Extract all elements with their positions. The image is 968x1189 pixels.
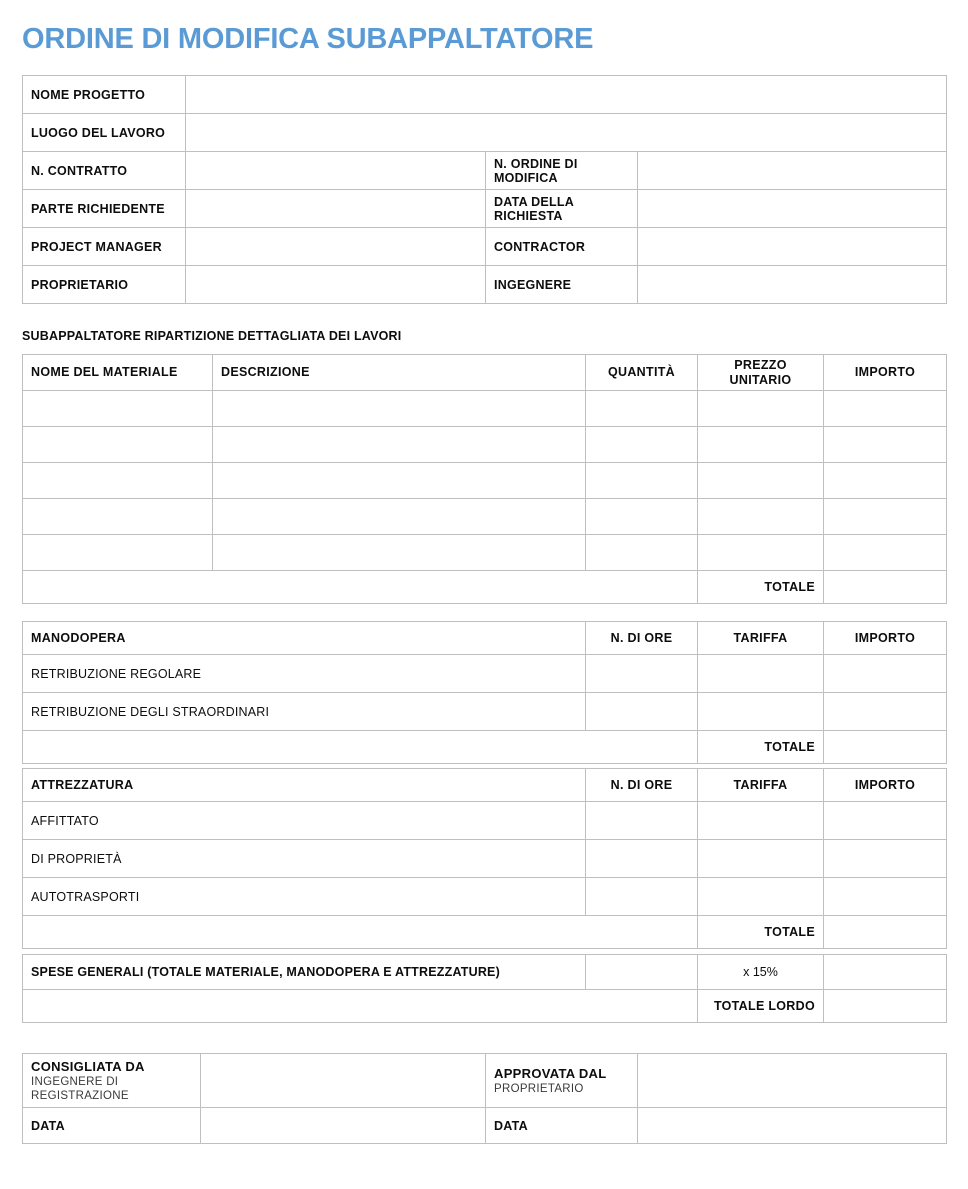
materials-total-value[interactable] (824, 571, 947, 604)
equipment-total-value[interactable] (824, 916, 947, 949)
col-importo: IMPORTO (824, 769, 947, 802)
project-info-table (22, 75, 947, 304)
field-parte-richiedente[interactable] (186, 190, 486, 228)
cell-unit-price[interactable] (698, 463, 824, 499)
table-header-row (23, 622, 947, 655)
label-n-ordine-di-modifica: N. ORDINE DI MODIFICA (486, 152, 638, 190)
label-luogo-del-lavoro: LUOGO DEL LAVORO (23, 114, 186, 152)
cell-amount[interactable] (824, 693, 947, 731)
cell-rate[interactable] (698, 693, 824, 731)
table-header-row (23, 769, 947, 802)
label-parte-richiedente: PARTE RICHIEDENTE (23, 190, 186, 228)
overhead-label: SPESE GENERALI (TOTALE MATERIALE, MANODOPERA E ATTREZZATURE) (23, 955, 586, 990)
col-descrizione: DESCRIZIONE (213, 355, 586, 391)
labor-table (22, 621, 947, 764)
cell-quantity[interactable] (586, 391, 698, 427)
cell-amount[interactable] (824, 878, 947, 916)
col-n-di-ore: N. DI ORE (586, 769, 698, 802)
field-n-contratto[interactable] (186, 152, 486, 190)
field-approvata-dal[interactable] (638, 1054, 947, 1108)
spacer-cell (23, 731, 698, 764)
col-importo: IMPORTO (824, 355, 947, 391)
label-retribuzione-straordinari: RETRIBUZIONE DEGLI STRAORDINARI (23, 693, 586, 731)
col-prezzo-unitario: PREZZO UNITARIO (698, 355, 824, 391)
equipment-table (22, 768, 947, 949)
label-n-contratto: N. CONTRATTO (23, 152, 186, 190)
table-row (23, 1108, 947, 1144)
overhead-amount[interactable] (824, 955, 947, 990)
equipment-total-label: TOTALE (698, 916, 824, 949)
cell-rate[interactable] (698, 878, 824, 916)
equipment-section-header: ATTREZZATURA (23, 769, 586, 802)
table-header-row (23, 355, 947, 391)
cell-description[interactable] (213, 499, 586, 535)
table-row (23, 878, 947, 916)
cell-material[interactable] (23, 391, 213, 427)
materials-total-label: TOTALE (698, 571, 824, 604)
cell-description[interactable] (213, 535, 586, 571)
cell-hours[interactable] (586, 878, 698, 916)
cell-material[interactable] (23, 463, 213, 499)
cell-material[interactable] (23, 427, 213, 463)
spacer-cell (23, 990, 698, 1023)
cell-amount[interactable] (824, 499, 947, 535)
cell-unit-price[interactable] (698, 535, 824, 571)
cell-rate[interactable] (698, 802, 824, 840)
field-data-left[interactable] (201, 1108, 486, 1144)
approved-main-label: APPROVATA DAL (494, 1065, 607, 1081)
cell-amount[interactable] (824, 535, 947, 571)
cell-description[interactable] (213, 427, 586, 463)
cell-material[interactable] (23, 535, 213, 571)
labor-section-header: MANODOPERA (23, 622, 586, 655)
col-tariffa: TARIFFA (698, 769, 824, 802)
cell-amount[interactable] (824, 427, 947, 463)
table-row (23, 228, 947, 266)
col-tariffa: TARIFFA (698, 622, 824, 655)
label-retribuzione-regolare: RETRIBUZIONE REGOLARE (23, 655, 586, 693)
label-data-right: DATA (486, 1108, 638, 1144)
table-row (23, 655, 947, 693)
recommended-main-label: CONSIGLIATA DA (31, 1058, 145, 1074)
label-data-della-richiesta: DATA DELLA RICHIESTA (486, 190, 638, 228)
cell-hours[interactable] (586, 840, 698, 878)
table-row (23, 499, 947, 535)
table-row (23, 693, 947, 731)
cell-quantity[interactable] (586, 463, 698, 499)
cell-amount[interactable] (824, 391, 947, 427)
cell-unit-price[interactable] (698, 499, 824, 535)
label-nome-progetto: NOME PROGETTO (23, 76, 186, 114)
label-contractor: CONTRACTOR (486, 228, 638, 266)
col-n-di-ore: N. DI ORE (586, 622, 698, 655)
label-di-proprieta: DI PROPRIETÀ (23, 840, 586, 878)
overhead-table (22, 954, 947, 1023)
table-row (23, 427, 947, 463)
cell-quantity[interactable] (586, 499, 698, 535)
cell-hours[interactable] (586, 693, 698, 731)
materials-total-row (23, 571, 947, 604)
cell-amount[interactable] (824, 802, 947, 840)
table-row (23, 266, 947, 304)
cell-quantity[interactable] (586, 427, 698, 463)
table-row (23, 391, 947, 427)
signature-table (22, 1053, 947, 1144)
labor-total-value[interactable] (824, 731, 947, 764)
overhead-percent[interactable]: x 15% (698, 955, 824, 990)
label-approvata-dal (486, 1054, 638, 1108)
table-row (23, 1054, 947, 1108)
cell-amount[interactable] (824, 655, 947, 693)
field-nome-progetto[interactable] (186, 76, 947, 114)
field-contractor[interactable] (638, 228, 947, 266)
label-autotrasporti: AUTOTRASPORTI (23, 878, 586, 916)
spacer-cell (23, 571, 698, 604)
spacer-cell (23, 916, 698, 949)
overhead-row (23, 955, 947, 990)
field-project-manager[interactable] (186, 228, 486, 266)
field-ingegnere[interactable] (638, 266, 947, 304)
col-importo: IMPORTO (824, 622, 947, 655)
field-n-ordine-di-modifica[interactable] (638, 152, 947, 190)
label-proprietario: PROPRIETARIO (23, 266, 186, 304)
overhead-spacer (586, 955, 698, 990)
cell-description[interactable] (213, 463, 586, 499)
cell-hours[interactable] (586, 655, 698, 693)
cell-description[interactable] (213, 391, 586, 427)
cell-unit-price[interactable] (698, 391, 824, 427)
col-quantita: QUANTITÀ (586, 355, 698, 391)
label-project-manager: PROJECT MANAGER (23, 228, 186, 266)
table-row (23, 840, 947, 878)
field-proprietario[interactable] (186, 266, 486, 304)
breakdown-caption: SUBAPPALTATORE RIPARTIZIONE DETTAGLIATA DEI LAVORI (22, 329, 402, 343)
gross-total-value[interactable] (824, 990, 947, 1023)
table-row (23, 535, 947, 571)
recommended-sub-label: INGEGNERE DI REGISTRAZIONE (31, 1075, 129, 1102)
label-data-left: DATA (23, 1108, 201, 1144)
cell-rate[interactable] (698, 840, 824, 878)
page-title: ORDINE DI MODIFICA SUBAPPALTATORE (22, 23, 594, 55)
label-ingegnere: INGEGNERE (486, 266, 638, 304)
table-row (23, 76, 947, 114)
cell-rate[interactable] (698, 655, 824, 693)
cell-material[interactable] (23, 499, 213, 535)
labor-total-label: TOTALE (698, 731, 824, 764)
field-consigliata-da[interactable] (201, 1054, 486, 1108)
cell-amount[interactable] (824, 463, 947, 499)
gross-total-label: TOTALE LORDO (698, 990, 824, 1023)
equipment-total-row (23, 916, 947, 949)
cell-hours[interactable] (586, 802, 698, 840)
cell-amount[interactable] (824, 840, 947, 878)
table-row (23, 463, 947, 499)
field-luogo-del-lavoro[interactable] (186, 114, 947, 152)
cell-unit-price[interactable] (698, 427, 824, 463)
field-data-della-richiesta[interactable] (638, 190, 947, 228)
approved-sub-label: PROPRIETARIO (494, 1082, 584, 1095)
cell-quantity[interactable] (586, 535, 698, 571)
table-row (23, 114, 947, 152)
table-row (23, 190, 947, 228)
table-row (23, 802, 947, 840)
materials-table (22, 354, 947, 604)
table-row (23, 152, 947, 190)
gross-total-row (23, 990, 947, 1023)
col-nome-del-materiale: NOME DEL MATERIALE (23, 355, 213, 391)
field-data-right[interactable] (638, 1108, 947, 1144)
label-consigliata-da (23, 1054, 201, 1108)
labor-total-row (23, 731, 947, 764)
label-affittato: AFFITTATO (23, 802, 586, 840)
